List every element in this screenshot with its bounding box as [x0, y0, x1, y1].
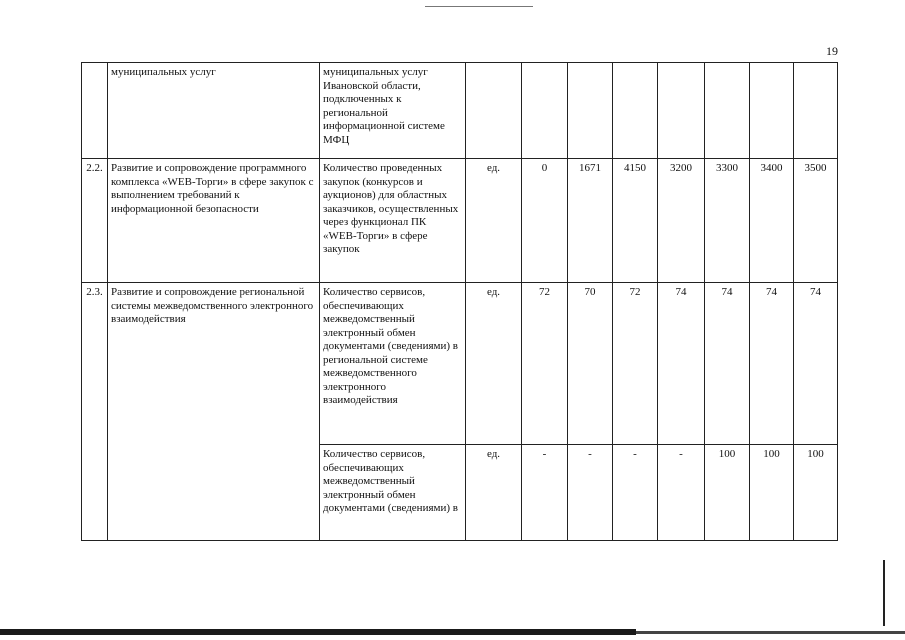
- value-cell: 1671: [568, 159, 613, 283]
- top-scan-mark: [425, 6, 533, 7]
- value-cell: [705, 63, 750, 159]
- page-number: 19: [826, 44, 838, 58]
- value-cell: 100: [750, 445, 794, 541]
- value-cell: 74: [750, 283, 794, 445]
- value-cell: 70: [568, 283, 613, 445]
- value-cell: 100: [794, 445, 838, 541]
- value-cell: -: [658, 445, 705, 541]
- value-cell: -: [568, 445, 613, 541]
- value-cell: 74: [658, 283, 705, 445]
- value-cell: 4150: [613, 159, 658, 283]
- value-cell: [613, 63, 658, 159]
- row-number: 2.2.: [82, 159, 108, 283]
- indicator-name: Количество сервисов, обеспечивающих межведомственный электронный обмен документами (сведениями) в региональной системе межведомственного электронного взаимодействия: [320, 283, 466, 445]
- value-cell: -: [522, 445, 568, 541]
- row-number: 2.3.: [82, 283, 108, 541]
- value-cell: [568, 63, 613, 159]
- table-row: [82, 63, 838, 159]
- indicator-name: Количество проведенных закупок (конкурсов и аукционов) для областных заказчиков, осуществленных через функционал ПК «WEB-Торги» в сфере закупок: [320, 159, 466, 283]
- value-cell: 3500: [794, 159, 838, 283]
- table-row: [82, 159, 838, 283]
- scan-bottom-line: [636, 631, 905, 634]
- value-cell: 3200: [658, 159, 705, 283]
- unit-cell: ед.: [466, 283, 522, 445]
- activity-description: Развитие и сопровождение региональной системы межведомственного электронного взаимодействия: [108, 283, 320, 541]
- value-cell: 72: [522, 283, 568, 445]
- value-cell: [794, 63, 838, 159]
- value-cell: 74: [794, 283, 838, 445]
- value-cell: 3400: [750, 159, 794, 283]
- value-cell: [750, 63, 794, 159]
- table-row: [82, 283, 838, 445]
- value-cell: [658, 63, 705, 159]
- activity-description: муниципальных услуг: [108, 63, 320, 159]
- value-cell: [522, 63, 568, 159]
- value-cell: -: [613, 445, 658, 541]
- unit-cell: [466, 63, 522, 159]
- indicators-table: [81, 62, 838, 541]
- value-cell: 3300: [705, 159, 750, 283]
- value-cell: 72: [613, 283, 658, 445]
- unit-cell: ед.: [466, 159, 522, 283]
- activity-description: Развитие и сопровождение программного комплекса «WEB-Торги» в сфере закупок с выполнением требований к информационной безопасности: [108, 159, 320, 283]
- value-cell: 0: [522, 159, 568, 283]
- value-cell: 74: [705, 283, 750, 445]
- value-cell: 100: [705, 445, 750, 541]
- indicator-name: Количество сервисов, обеспечивающих межведомственный электронный обмен документами (сведениями) в: [320, 445, 466, 541]
- scan-edge-line: [883, 560, 885, 626]
- row-number: [82, 63, 108, 159]
- scan-bottom-bar: [0, 629, 636, 635]
- indicator-name: муниципальных услуг Ивановской области, подключенных к региональной информационной системе МФЦ: [320, 63, 466, 159]
- unit-cell: ед.: [466, 445, 522, 541]
